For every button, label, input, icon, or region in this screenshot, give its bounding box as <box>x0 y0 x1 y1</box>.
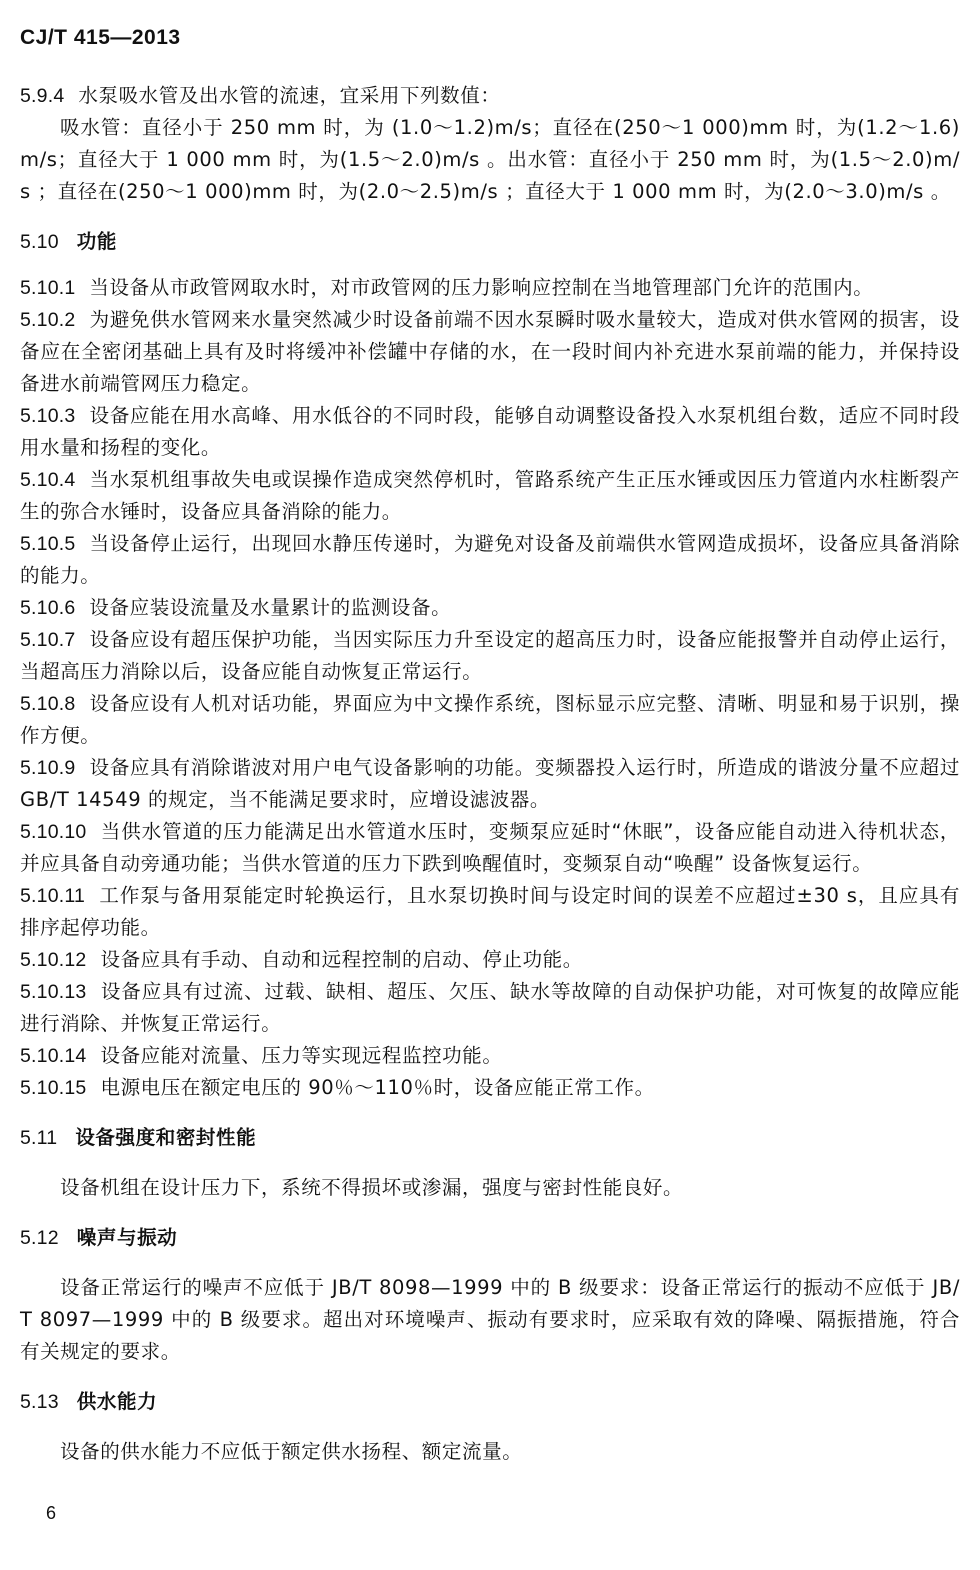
clause-5-10-6 <box>20 592 960 624</box>
clause-text: 当供水管道的压力能满足出水管道水压时，变频泵应延时“休眠”，设备应能自动进入待机状态，并应具备自动旁通功能；当供水管道的压力下跌到唤醒值时，变频泵自动“唤醒” 设备恢复运行。 <box>20 820 960 875</box>
clause-number: 5.9.4 <box>20 85 65 107</box>
clause-number: 5.10.12 <box>20 949 87 971</box>
clause-5-10-10 <box>20 816 960 880</box>
clause-number: 5.10.2 <box>20 309 76 331</box>
clause-5-9-4 <box>20 80 960 112</box>
section-heading-5-10 <box>20 226 960 258</box>
section-5-11-body: 设备机组在设计压力下，系统不得损坏或渗漏，强度与密封性能良好。 <box>60 1176 684 1199</box>
clause-text: 为避免供水管网来水量突然减少时设备前端不因水泵瞬时吸水量较大，造成对供水管网的损害，设备应在全密闭基础上具有及时将缓冲补偿罐中存储的水，在一段时间内补充进水泵前端的能力，并保持设备进水前端管网压力稳定。 <box>20 308 960 395</box>
section-number: 5.13 <box>20 1391 59 1413</box>
clause-text: 设备应具有过流、过载、缺相、超压、欠压、缺水等故障的自动保护功能，对可恢复的故障应能进行消除、并恢复正常运行。 <box>20 980 960 1035</box>
clause-5-10-13 <box>20 976 960 1040</box>
clause-5-10-5 <box>20 528 960 592</box>
clause-text: 当设备停止运行，出现回水静压传递时，为避免对设备及前端供水管网造成损坏，设备应具备消除的能力。 <box>20 532 960 587</box>
clause-number: 5.10.5 <box>20 533 76 555</box>
clause-number: 5.10.1 <box>20 277 76 299</box>
section-title: 设备强度和密封性能 <box>75 1126 257 1149</box>
document-body <box>20 80 960 1468</box>
clause-text: 设备应设有人机对话功能，界面应为中文操作系统，图标显示应完整、清晰、明显和易于识别，操作方便。 <box>20 692 960 747</box>
section-5-13-body: 设备的供水能力不应低于额定供水扬程、额定流量。 <box>60 1440 523 1463</box>
clause-text: 设备应能在用水高峰、用水低谷的不同时段，能够自动调整设备投入水泵机组台数，适应不同时段用水量和扬程的变化。 <box>20 404 960 459</box>
clause-5-9-4-body: 吸水管：直径小于 250 mm 时，为 (1.0～1.2)m/s；直径在(250～1 000)mm 时，为(1.2～1.6)m/s；直径大于 1 000 mm 时，为(1.5～2.0)m/s 。出水管：直径小于 250 mm 时，为(1.5～2.0)m/s ；直径在(250～1 000)mm 时，为(2.0～2.5)m/s ；直径大于 1 000 mm 时，为(2.0～3.0)m/s 。 <box>20 116 960 203</box>
clause-text: 设备应具有消除谐波对用户电气设备影响的功能。变频器投入运行时，所造成的谐波分量不应超过 GB/T 14549 的规定，当不能满足要求时，应增设滤波器。 <box>20 756 960 811</box>
clause-number: 5.10.11 <box>20 885 86 907</box>
clause-number: 5.10.3 <box>20 405 76 427</box>
section-heading-5-12 <box>20 1222 960 1254</box>
clause-text: 电源电压在额定电压的 90％～110％时，设备应能正常工作。 <box>100 1076 655 1099</box>
clause-number: 5.10.4 <box>20 469 76 491</box>
clause-text: 设备应能对流量、压力等实现远程监控功能。 <box>100 1044 503 1067</box>
clause-number: 5.10.10 <box>20 821 87 843</box>
clause-number: 5.10.13 <box>20 981 87 1003</box>
section-number: 5.12 <box>20 1227 59 1249</box>
section-number: 5.11 <box>20 1127 58 1149</box>
clause-text: 当设备从市政管网取水时，对市政管网的压力影响应控制在当地管理部门允许的范围内。 <box>89 276 874 299</box>
section-heading-5-11 <box>20 1122 960 1154</box>
section-title: 供水能力 <box>76 1390 158 1413</box>
section-title: 功能 <box>76 230 117 253</box>
clause-5-10-12 <box>20 944 960 976</box>
clause-5-10-14 <box>20 1040 960 1072</box>
clause-text: 工作泵与备用泵能定时轮换运行，且水泵切换时间与设定时间的误差不应超过±30 s，且应具有排序起停功能。 <box>20 884 960 939</box>
clause-number: 5.10.6 <box>20 597 76 619</box>
clause-text: 水泵吸水管及出水管的流速，宜采用下列数值： <box>78 84 501 107</box>
clause-5-10-8 <box>20 688 960 752</box>
section-title: 噪声与振动 <box>76 1226 178 1249</box>
clause-5-10-1 <box>20 272 960 304</box>
section-5-12-body: 设备正常运行的噪声不应低于 JB/T 8098—1999 中的 B 级要求：设备正常运行的振动不应低于 JB/T 8097—1999 中的 B 级要求。超出对环境噪声、振动有要求时，应采取有效的降噪、隔振措施，符合有关规定的要求。 <box>20 1276 960 1363</box>
clause-number: 5.10.15 <box>20 1077 87 1099</box>
section-number: 5.10 <box>20 231 59 253</box>
clause-5-10-9 <box>20 752 960 816</box>
clause-5-10-7 <box>20 624 960 688</box>
clause-number: 5.10.7 <box>20 629 76 651</box>
clause-number: 5.10.9 <box>20 757 76 779</box>
clause-number: 5.10.8 <box>20 693 76 715</box>
clause-text: 设备应具有手动、自动和远程控制的启动、停止功能。 <box>100 948 583 971</box>
section-heading-5-13 <box>20 1386 960 1418</box>
clause-5-10-3 <box>20 400 960 464</box>
clause-5-10-15 <box>20 1072 960 1104</box>
clause-5-10-2 <box>20 304 960 400</box>
clause-text: 设备应设有超压保护功能，当因实际压力升至设定的超高压力时，设备应能报警并自动停止运行，当超高压力消除以后，设备应能自动恢复正常运行。 <box>20 628 960 683</box>
clause-text: 设备应装设流量及水量累计的监测设备。 <box>89 596 452 619</box>
clause-text: 当水泵机组事故失电或误操作造成突然停机时，管路系统产生正压水锤或因压力管道内水柱断裂产生的弥合水锤时，设备应具备消除的能力。 <box>20 468 960 523</box>
clause-number: 5.10.14 <box>20 1045 87 1067</box>
standard-id-header: CJ/T 415—2013 <box>20 26 181 49</box>
clause-5-10-11 <box>20 880 960 944</box>
page-number: 6 <box>46 1503 57 1523</box>
clause-5-10-4 <box>20 464 960 528</box>
